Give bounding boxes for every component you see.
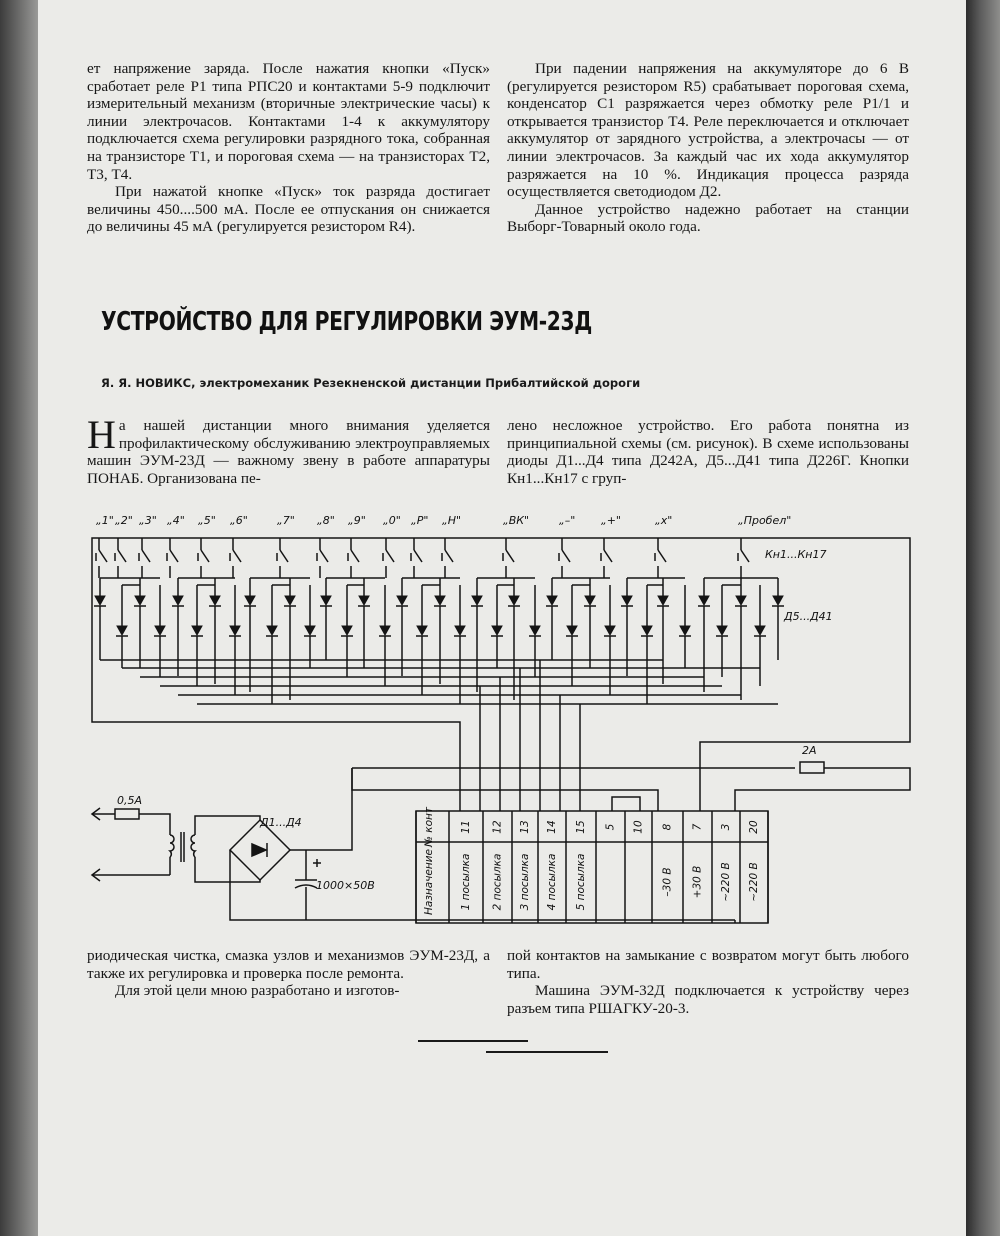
- table-header-label: № конт: [423, 806, 435, 848]
- diode-icon: [380, 626, 390, 635]
- key-label: „Н": [442, 514, 462, 527]
- table-purpose: ~220 В: [748, 862, 760, 902]
- paragraph: лено несложное устройство. Его работа понятна из принципиальной схемы (см. рисунок). В схеме использованы диоды Д1...Д4 типа Д242А, Д5...Д41 типа Д226Г. Кнопки Кн1...Кн17 с груп-: [507, 417, 909, 487]
- table-contact-number: 8: [661, 823, 674, 831]
- diode-icon: [567, 626, 577, 635]
- diode-icon: [717, 626, 727, 635]
- fuse-out-label: 2А: [802, 744, 817, 757]
- diode-icon: [117, 626, 127, 635]
- diode-icon: [472, 596, 482, 605]
- right-bottom-column: [507, 947, 909, 1017]
- paragraph: Данное устройство надежно работает на станции Выборг-Товарный около года.: [507, 200, 909, 236]
- table-purpose: ~220 В: [720, 862, 732, 902]
- paragraph: пой контактов на замыкание с возвратом могут быть любого типа.: [507, 947, 909, 982]
- diode-icon: [736, 596, 746, 605]
- key-label: „–": [559, 514, 576, 527]
- diode-icon: [305, 626, 315, 635]
- table-contact-number: 3: [720, 823, 732, 831]
- key-label: „2": [115, 514, 133, 527]
- table-contact-number: 11: [460, 820, 472, 834]
- diode-icon: [342, 626, 352, 635]
- diode-icon: [699, 596, 709, 605]
- diode-icon: [680, 626, 690, 635]
- table-purpose: 3 посылка: [519, 853, 531, 911]
- diode-icon: [135, 596, 145, 605]
- diode-icon: [455, 626, 465, 635]
- table-purpose: –30 В: [661, 867, 674, 897]
- diode-icon: [622, 596, 632, 605]
- button-contact: [604, 550, 612, 562]
- diode-icon: [359, 596, 369, 605]
- table-contact-number: 13: [519, 820, 531, 834]
- key-label: „9": [348, 514, 366, 527]
- table-purpose: 2 посылка: [491, 853, 504, 911]
- divider-rule: [486, 1051, 608, 1053]
- diode-icon: [530, 626, 540, 635]
- paragraph: ет напряжение заряда. После нажатия кнопки «Пуск» сработает реле Р1 типа РПС20 и контактами 5-9 подключит измерительный механизм (вторичные электрические часы) к линии электрочасов. Контактами 1-4 к аккумулятору подключается схема регулировки разрядного тока, собранная на транзисторе Т1, и пороговая схема — на транзисторах Т2, Т3, Т4.: [87, 60, 490, 183]
- diode-icon: [417, 626, 427, 635]
- drop-cap: Н: [87, 412, 116, 457]
- table-purpose: 1 посылка: [460, 853, 472, 911]
- button-contact: [351, 550, 359, 562]
- table-contact-number: 15: [575, 820, 587, 834]
- key-label: „х": [655, 514, 673, 527]
- table-purpose: +30 В: [691, 865, 704, 899]
- button-contact: [118, 550, 126, 562]
- key-label: „+": [601, 514, 621, 527]
- diode-icon: [245, 596, 255, 605]
- diode-icon: [509, 596, 519, 605]
- left-bottom-column: [87, 947, 490, 1000]
- diode-icon: [210, 596, 220, 605]
- key-label: „6": [230, 514, 248, 527]
- button-contact: [170, 550, 178, 562]
- button-contact: [562, 550, 570, 562]
- table-purpose: 4 посылка: [546, 853, 558, 911]
- diode-icon: [585, 596, 595, 605]
- table-contact-number: 20: [748, 820, 760, 834]
- button-contact: [658, 550, 666, 562]
- paragraph: При падении напряжения на аккумуляторе до 6 В (регулируется резистором R5) срабатывает пороговая схема, конденсатор С1 разряжается через обмотку реле Р1/1 и открывается транзистор Т4. Реле переключается и отключает аккумулятор от зарядного устройства, а электрочасы — от линии электрочасов. За каждый час их хода аккумулятор разряжается на 10 %. Индикация процесса разряда осуществляется светодиодом Д2.: [507, 60, 909, 201]
- button-contact: [142, 550, 150, 562]
- button-contact: [506, 550, 514, 562]
- fuse-icon: [115, 809, 139, 819]
- key-label: „1": [96, 514, 114, 527]
- diode-icon: [155, 626, 165, 635]
- diode-icon: [658, 596, 668, 605]
- diode-icon: [642, 626, 652, 635]
- key-label: „0": [383, 514, 401, 527]
- key-label: „Пробел": [738, 514, 792, 527]
- diode-icon: [773, 596, 783, 605]
- paragraph: Для этой цели мною разработано и изготов-: [115, 982, 400, 1000]
- button-contact: [320, 550, 328, 562]
- paragraph: Машина ЭУМ-32Д подключается к устройству через разъем типа РШАГКУ-20-3.: [507, 982, 909, 1017]
- diode-icon: [435, 596, 445, 605]
- divider-rule: [418, 1040, 528, 1042]
- table-contact-number: 7: [691, 823, 704, 831]
- table-contact-number: 10: [632, 820, 645, 834]
- diode-icon: [321, 596, 331, 605]
- diode-icon: [492, 626, 502, 635]
- diode-icon: [173, 596, 183, 605]
- jumper-wire: [612, 797, 640, 811]
- button-contact: [414, 550, 422, 562]
- key-label: „4": [167, 514, 185, 527]
- button-contact: [386, 550, 394, 562]
- key-label: „ВК": [503, 514, 530, 527]
- diode-icon: [397, 596, 407, 605]
- button-contact: [741, 550, 749, 562]
- capacitor-label: 1000×50В: [316, 879, 375, 892]
- author-line: Я. Я. НОВИКС, электромеханик Резекненской дистанции Прибалтийской дороги: [101, 376, 641, 390]
- button-contact: [201, 550, 209, 562]
- coil-icon: [170, 835, 174, 857]
- table-contact-number: 5: [604, 823, 617, 831]
- key-label: „Р": [411, 514, 429, 527]
- button-contact: [233, 550, 241, 562]
- button-contact: [445, 550, 453, 562]
- key-label: „8": [317, 514, 335, 527]
- table-contact-number: 12: [491, 820, 504, 834]
- paragraph: При нажатой кнопке «Пуск» ток разряда достигает величины 450....500 мА. После ее отпускания он снижается до величины 45 мА (регулируется резистором R4).: [87, 183, 490, 236]
- diode-icon: [285, 596, 295, 605]
- button-contact: [99, 550, 107, 562]
- diode-icon: [267, 626, 277, 635]
- diode-icon: [547, 596, 557, 605]
- table-purpose: 5 посылка: [575, 853, 587, 911]
- key-label: „5": [198, 514, 216, 527]
- buttons-label: Кн1...Кн17: [765, 548, 827, 561]
- diode-icon: [755, 626, 765, 635]
- fuse-icon: [800, 762, 824, 773]
- table-row-label: Назначение: [423, 848, 435, 916]
- key-label: „3": [139, 514, 157, 527]
- article-heading: УСТРОЙСТВО ДЛЯ РЕГУЛИРОВКИ ЭУМ-23Д: [101, 307, 592, 337]
- paragraph: риодическая чистка, смазка узлов и механизмов ЭУМ-23Д, а также их регулировка и проверка после ремонта.: [87, 947, 490, 982]
- paragraph: а нашей дистанции много внимания уделяется профилактическому обслуживанию электроуправляемых машин ЭУМ-23Д — важному звену в работе аппаратуры ПОНАБ. Организована пе-: [87, 417, 490, 487]
- table-contact-number: 14: [546, 820, 558, 834]
- button-contact: [280, 550, 288, 562]
- power-supply: [92, 768, 735, 920]
- diodes-label: Д5...Д41: [784, 610, 833, 623]
- diode-icon: [95, 596, 105, 605]
- bridge-label: Д1...Д4: [260, 816, 302, 829]
- diode-icon: [230, 626, 240, 635]
- key-label: „7": [277, 514, 295, 527]
- diode-icon: [605, 626, 615, 635]
- fuse-main-label: 0,5А: [117, 794, 143, 807]
- diode-icon: [192, 626, 202, 635]
